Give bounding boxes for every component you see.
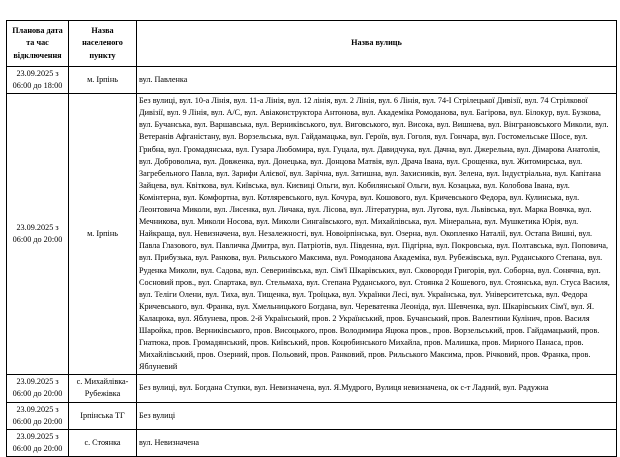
- table-row: [7, 375, 617, 402]
- header-place: Назва населеного пункту: [69, 21, 137, 67]
- table-row: [7, 402, 617, 429]
- row-streets: Без вулиці, вул. 10-а Лінія, вул. 11-а Лінія, вул. 12 лінія, вул. 2 Лінія, вул. 6 Лінія, вул. 74-І Стрілецької Дивізії, вул. 74 Стрілкової Дивізії, вул. 9 Лінія, вул. А/С, вул. Авіаконструктора Антонова, вул. Академіка Ромоданова, вул. Багірова, вул. Білокур, вул. Бузкова, вул. Бучанська, вул. Варшавська, вул. Верниківського, вул. Виговського, вул. Висока, вул. Вишнева, вул. Вінграновського Миколи, вул. Ветеранів Афганістану, вул. Ворзельська, вул. Гайдамацька, вул. Героїв, вул. Гоголя, вул. Гончара, вул. Гостомельське Шосе, вул. Грибна, вул. Громадянська, вул. Гузара Любомира, вул. Гуцала, вул. Давидчука, вул. Дачна, вул. Джерельна, вул. Дімарова Анатолія, вул. Добровольча, вул. Довженка, вул. Донецька, вул. Донцова Матвія, вул. Драча Івана, вул. Срощенка, вул. Житомирська, вул. Загребельного Павла, вул. Зарифи Алієвої, вул. Зарічна, вул. Затишна, вул. Захисників, вул. Зелена, вул. Індустріальна, вул. Капітана Зайцева, вул. Квіткова, вул. Київська, вул. Києвиці Ольги, вул. Кобилянської Ольги, вул. Козацька, вул. Колобова Івана, вул. Комінтерна, вул. Комфортна, вул. Котляревського, вул. Кочура, вул. Кошового, вул. Кричевського Федора, вул. Кулинська, вул. Леонтовича Миколи, вул. Лисенка, вул. Личака, вул. Лісова, вул. Літературна, вул. Лугова, вул. Львівська, вул. Марка Вовчка, вул. Мечникова, вул. Миколи Носова, вул. Миколи Сингаївського, вул. Михайлівська, вул. Мінеральна, вул. Мушкетика Юрія, вул. Найкраща, вул. Невизначена, вул. Незалежності, вул. Новоірпінська, вул. Озерна, вул. Окопленко Наталії, вул. Остапа Вишні, вул. Павла Глазового, вул. Павличка Дмитра, вул. Патріотів, вул. Південна, вул. Підгірна, вул. Покровська, вул. Полтавська, вул. Поповича, вул. Прибузька, вул. Ранкова, вул. Рильського Максима, вул. Ромоданова Академіка, вул. Рубежівська, вул. Руданського Степана, вул. Руденка Миколи, вул. Садова, вул. Северинівська, вул. Сім'ї Шкарівських, вул. Сковороди Григорія, вул. Соборна, вул. Сонячна, вул. Сосновий пров., вул. Спартака, вул. Стельмаха, вул. Степана Руданського, вул. Стоянка 2 Кошевого, вул. Стоянська, вул. Стуса Василя, вул. Теліги Олени, вул. Тиха, вул. Тищенка, вул. Троїцька, вул. Українки Лесі, вул. Українська, вул. Університетська, вул. Федора Кричевського, вул. Франка, вул. Хмельницького Богдана, вул. Череватенка Леоніда, вул. Шевченка, вул. Шкарівських Сім'ї, вул. Я. Калацюка, вул. Яблунева, пров. 2-й Український, пров. 2 Український, пров. Бучанський, пров. Валентини Кулінич, пров. Василя Шаройка, пров. Верниківського, пров. Висоцького, пров. Володимира Яцюка пров., пров. Ворзельський, пров. Гайдамацький, пров. Гнатюка, пров. Громадянський, пров. Київський, пров. Коцюбинського Михайла, пров. Малишка, пров. Мирного Панаса, пров. Михайлівський, пров. Озерний, пров. Польовий, пров. Ранковий, пров. Рильського Максима, пров. Річковий, пров. Франка, пров. Яблуневий: [137, 94, 617, 375]
- row-date: 23.09.2025 з 06:00 до 18:00: [7, 67, 69, 94]
- row-streets: Без вулиці: [137, 402, 617, 429]
- table-row: [7, 94, 617, 375]
- table-row: [7, 67, 617, 94]
- header-streets: Назва вулиць: [137, 21, 617, 67]
- row-place: м. Ірпінь: [69, 94, 137, 375]
- row-place: м. Ірпінь: [69, 67, 137, 94]
- row-date: 23.09.2025 з 06:00 до 20:00: [7, 429, 69, 456]
- row-streets: вул. Невизначена: [137, 429, 617, 456]
- row-date: 23.09.2025 з 06:00 до 20:00: [7, 375, 69, 402]
- row-streets: вул. Павленка: [137, 67, 617, 94]
- outage-schedule-table: [6, 20, 617, 457]
- row-streets: Без вулиці, вул. Богдана Ступки, вул. Невизначена, вул. Я.Мудрого, Вулиця невизначена, ок с-т Ладний, вул. Радужна: [137, 375, 617, 402]
- row-date: 23.09.2025 з 06:00 до 20:00: [7, 94, 69, 375]
- row-date: 23.09.2025 з 06:00 до 20:00: [7, 402, 69, 429]
- table-header-row: [7, 21, 617, 67]
- row-place: с. Михайлівка-Рубежівка: [69, 375, 137, 402]
- row-place: с. Стоянка: [69, 429, 137, 456]
- header-date: Планова дата та час відключення: [7, 21, 69, 67]
- table-row: [7, 429, 617, 456]
- row-place: Ірпінська ТГ: [69, 402, 137, 429]
